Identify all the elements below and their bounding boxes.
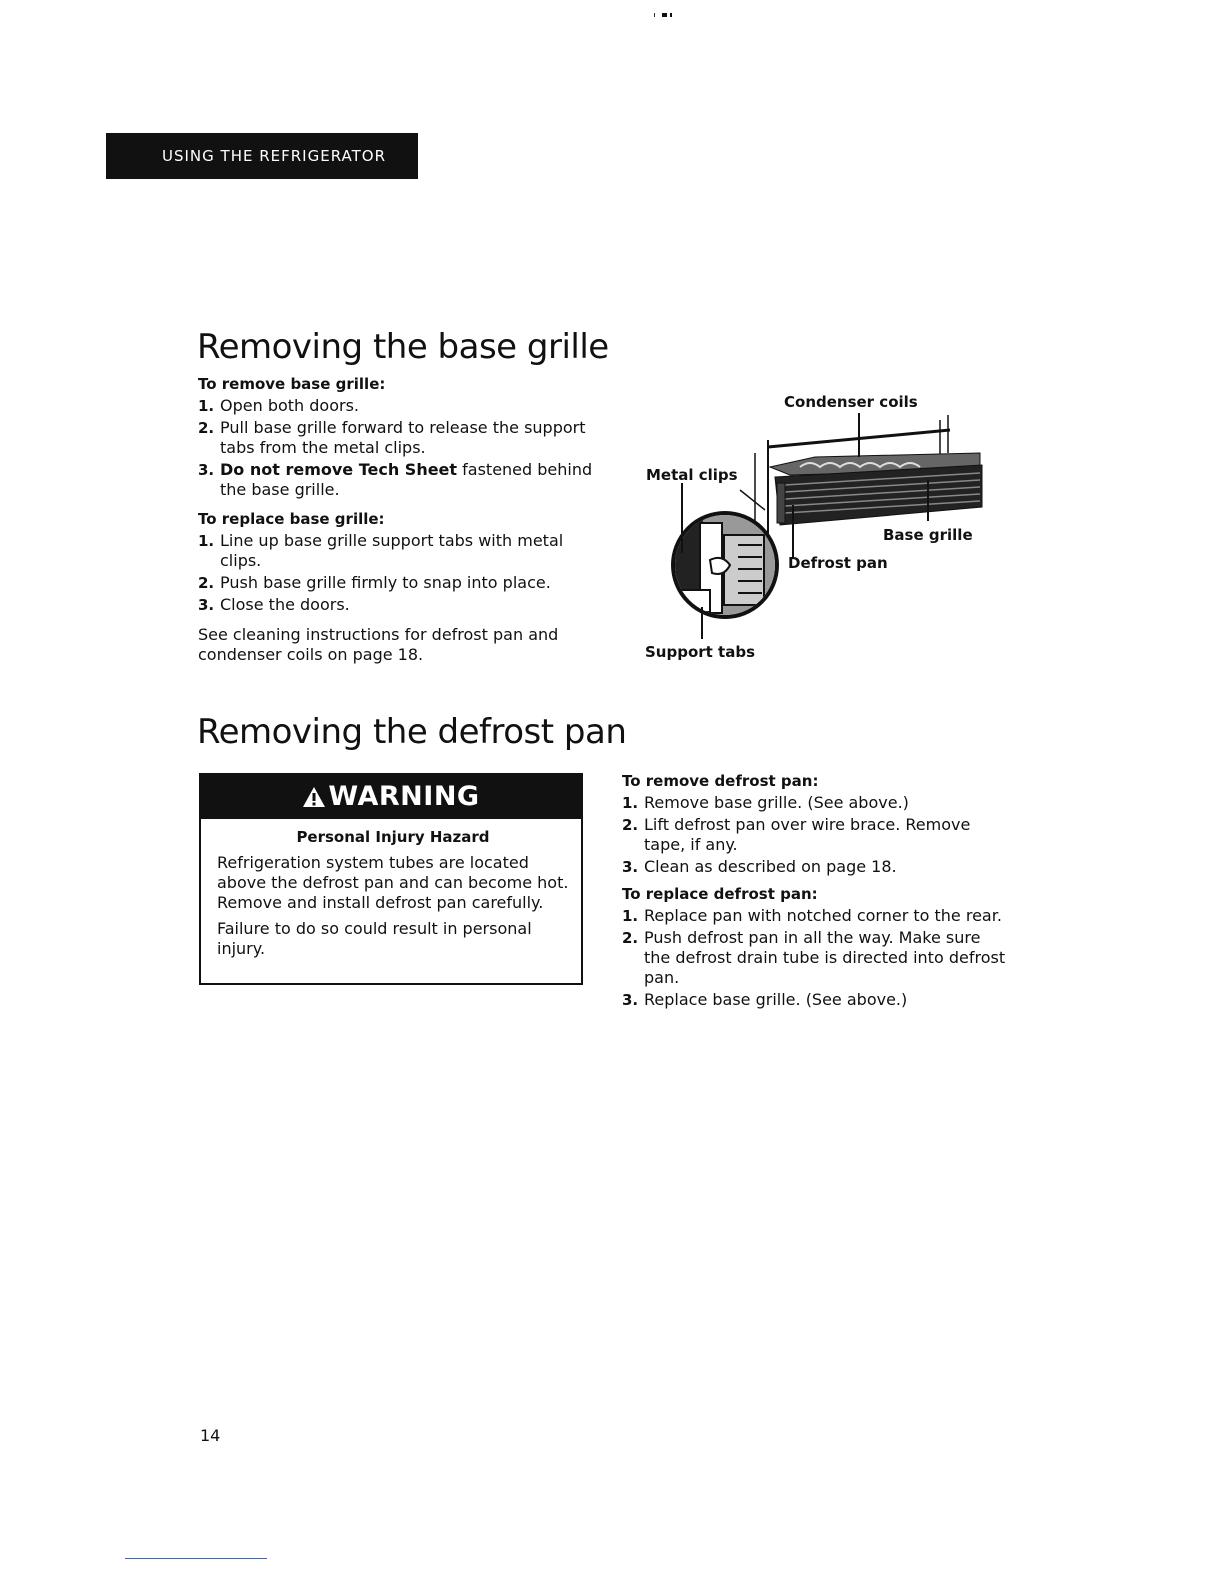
list-item: 2. Lift defrost pan over wire brace. Remove tape, if any. [622,815,971,854]
label-condenser-coils: Condenser coils [784,393,918,411]
section-tab [106,133,418,179]
list-item: 1. Line up base grille support tabs with metal clips. [198,531,564,570]
replace-pan-steps [622,906,1007,1010]
section-title-defrost-pan: Removing the defrost pan [197,712,627,752]
metal-clip-detail-inset [673,513,777,617]
warning-title: WARNING [328,781,480,812]
list-item: 3. Clean as described on page 18. [622,857,897,876]
warning-header [201,775,581,819]
defrost-pan-instructions [622,772,1007,1012]
hazard-title: Personal Injury Hazard [296,828,490,846]
list-item: 3. Close the doors. [198,595,350,614]
page-number: 14 [200,1426,221,1445]
label-metal-clips: Metal clips [646,466,738,484]
warning-text: Refrigeration system tubes are located above the defrost pan and can become hot. Remove and install defrost pan carefully. [217,853,569,912]
remove-pan-heading: To remove defrost pan: [622,772,819,790]
warning-box [199,773,583,985]
base-grille-instructions [198,375,598,665]
replace-grille-heading: To replace base grille: [198,510,385,528]
label-base-grille: Base grille [883,526,973,544]
section-title-base-grille: Removing the base grille [197,327,609,367]
remove-grille-heading: To remove base grille: [198,375,386,393]
remove-pan-steps [622,793,1007,877]
warning-consequence: Failure to do so could result in personal injury. [217,919,532,958]
list-item: 2. Pull base grille forward to release the support tabs from the metal clips. [198,418,586,457]
warning-triangle-icon [302,786,326,808]
section-tab-label: USING THE REFRIGERATOR [162,147,387,165]
list-item: 1. Open both doors. [198,396,359,415]
list-item: 3. Replace base grille. (See above.) [622,990,908,1009]
list-item: 3. Do not remove Tech Sheet fastened behind the base grille. [198,460,593,499]
label-defrost-pan: Defrost pan [788,554,888,572]
list-item: 2. Push base grille firmly to snap into place. [198,573,551,592]
warning-body [217,827,569,965]
label-support-tabs: Support tabs [645,643,756,661]
list-item: 1. Remove base grille. (See above.) [622,793,909,812]
replace-grille-steps [198,531,598,615]
remove-grille-steps [198,396,598,500]
replace-pan-heading: To replace defrost pan: [622,885,818,903]
scan-mark [652,12,676,18]
footer-rule [125,1558,267,1559]
list-item: 1. Replace pan with notched corner to the rear. [622,906,1002,925]
cleaning-note: See cleaning instructions for defrost pan and condenser coils on page 18. [198,625,559,664]
list-item: 2. Push defrost pan in all the way. Make sure the defrost drain tube is directed into defrost pan. [622,928,1006,987]
